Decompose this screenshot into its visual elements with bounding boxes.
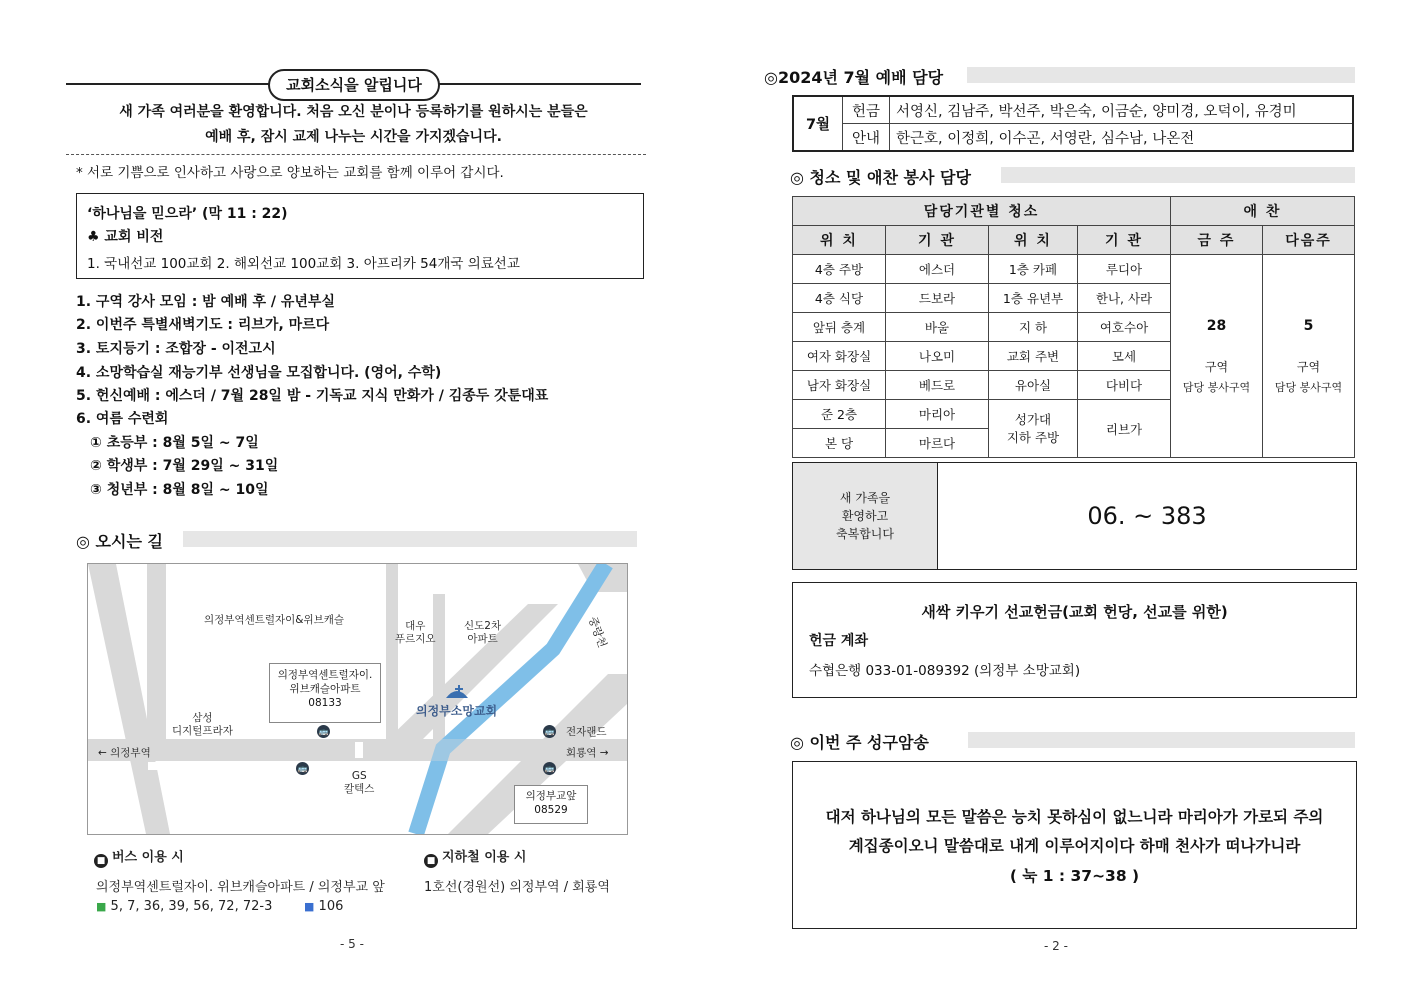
- worship-duty-title: ◎2024년 7월 예배 담당: [764, 68, 944, 87]
- notice-item: 5. 헌신예배 : 에스더 / 7월 28일 밤 - 기독교 지식 만화가 / 김종두 갓툰대표: [76, 388, 549, 404]
- meal-header: 애 찬: [1171, 197, 1355, 226]
- group-cell: 여호수아: [1078, 313, 1171, 342]
- notice-item: 2. 이번주 특별새벽기도 : 리브가, 마르다: [76, 317, 330, 333]
- bus-blue-numbers: 106: [318, 899, 344, 914]
- blue-bus-icon: ■: [304, 900, 315, 913]
- group-cell: 베드로: [886, 371, 989, 400]
- names-cell: 서영신, 김남주, 박선주, 박은숙, 이금순, 양미경, 오덕이, 유경미: [890, 96, 1354, 124]
- new-family-count: 06. ~ 383: [1087, 502, 1207, 530]
- cleaning-header: 담당기관별 청소: [793, 197, 1171, 226]
- meal-unit: 구역: [1204, 359, 1229, 374]
- notice-item: 4. 소망학습실 재능기부 선생님을 모집합니다. (영어, 수학): [76, 365, 442, 381]
- bus-stop-box-08529: 의정부교앞 08529: [514, 785, 588, 824]
- notice-item: 6. 여름 수련회: [76, 411, 169, 427]
- vision-title: ♣ 교회 비전: [87, 229, 164, 245]
- meal-this-week-number: 28: [1206, 317, 1227, 334]
- location-cell: 지 하: [989, 313, 1078, 342]
- map-label-samsung: 삼성 디지털프라자: [172, 712, 233, 737]
- col-header: 기 관: [886, 226, 989, 255]
- group-cell: 에스더: [886, 255, 989, 284]
- col-header: 기 관: [1078, 226, 1171, 255]
- group-cell: 마르다: [886, 429, 989, 458]
- bus-stop-icon: 🚌: [544, 727, 555, 736]
- green-bus-icon: ■: [96, 900, 107, 913]
- church-motto: * 서로 기쁨으로 인사하고 사랑으로 양보하는 교회를 함께 이루어 갑시다.: [76, 165, 504, 181]
- mission-offering-box: [792, 582, 1357, 698]
- group-cell: 나오미: [886, 342, 989, 371]
- dashed-divider: [66, 154, 646, 155]
- bus-stop-box-08133: 의정부역센트럴자이. 위브캐슬아파트 08133: [269, 663, 381, 723]
- role-cell: 헌금: [843, 96, 890, 124]
- map-label-daewoo: 대우 푸르지오: [395, 620, 436, 645]
- meal-next-week-number: 5: [1303, 317, 1314, 334]
- vision-verse: ‘하나님을 믿으라’ (막 11 : 22): [87, 206, 288, 222]
- memory-verse-title: ◎ 이번 주 성구암송: [790, 733, 929, 752]
- bus-heading: [94, 846, 184, 868]
- subway-title: 지하철 이용 시: [442, 850, 527, 865]
- meal-desc: 담당 봉사구역: [1182, 380, 1251, 394]
- location-cell: 여자 화장실: [793, 342, 886, 371]
- group-cell: 마리아: [886, 400, 989, 429]
- welcome-line-1: 새 가족 여러분을 환영합니다. 처음 오신 분이나 등록하기를 원하시는 분들은: [119, 104, 588, 120]
- vision-items: 1. 국내선교 100교회 2. 해외선교 100교회 3. 아프리카 54개국 의료선교: [87, 256, 520, 272]
- table-row: [793, 124, 1353, 152]
- group-cell: 다비다: [1078, 371, 1171, 400]
- location-cell: 1층 카페: [989, 255, 1078, 284]
- vision-box: [76, 193, 644, 279]
- cleaning-table: [792, 196, 1355, 458]
- meal-this-week-cell: [1171, 255, 1263, 458]
- bus-icon: ■: [94, 854, 108, 868]
- bus-stop-icon: 🚌: [297, 764, 308, 773]
- page-number-left: - 5 -: [340, 937, 364, 951]
- bus-stop-icon: 🚌: [544, 764, 555, 773]
- col-header: 금 주: [1171, 226, 1263, 255]
- col-header: 다음주: [1263, 226, 1355, 255]
- section-bar: [967, 67, 1355, 83]
- worship-month: 7월: [793, 96, 843, 151]
- memory-verse-box: [792, 761, 1357, 929]
- retreat-item: ③ 청년부 : 8월 8일 ~ 10일: [90, 482, 269, 498]
- col-header: 위 치: [989, 226, 1078, 255]
- location-cell: 본 당: [793, 429, 886, 458]
- directions-title: ◎ 오시는 길: [76, 532, 163, 551]
- page-number-right: - 2 -: [1044, 939, 1068, 953]
- welcome-line-2: 예배 후, 잠시 교제 나누는 시간을 가지겠습니다.: [205, 129, 502, 145]
- meal-unit: 구역: [1296, 359, 1321, 374]
- worship-duty-table: [792, 95, 1354, 152]
- new-family-box: [792, 462, 1357, 570]
- section-bar: [183, 531, 637, 547]
- location-cell: 앞뒤 층계: [793, 313, 886, 342]
- meal-desc: 담당 봉사구역: [1274, 380, 1343, 394]
- meal-next-week-cell: [1263, 255, 1355, 458]
- group-cell: 바울: [886, 313, 989, 342]
- location-cell: 유아실: [989, 371, 1078, 400]
- location-cell: 교회 주변: [989, 342, 1078, 371]
- col-header: 위 치: [793, 226, 886, 255]
- table-row: [793, 255, 1355, 284]
- news-title: 교회소식을 알립니다: [268, 69, 440, 101]
- section-bar: [968, 732, 1355, 748]
- section-bar: [1001, 167, 1355, 183]
- notice-item: 3. 토지등기 : 조합장 - 이전고시: [76, 341, 276, 357]
- location-cell: 1층 유년부: [989, 284, 1078, 313]
- retreat-item: ② 학생부 : 7월 29일 ~ 31일: [90, 458, 279, 474]
- map-label-stream: 중랑천: [585, 614, 610, 650]
- group-cell: 루디아: [1078, 255, 1171, 284]
- location-cell: 성가대 지하 주방: [989, 400, 1078, 458]
- map-label-uijeongbu-station: ← 의정부역: [98, 747, 151, 759]
- bus-stop-icon: 🚌: [318, 727, 329, 736]
- subway-text: 1호선(경원선) 의정부역 / 회룡역: [424, 880, 610, 895]
- map-label-jeonjaland: 전자랜드: [566, 726, 607, 738]
- group-cell: 모세: [1078, 342, 1171, 371]
- table-row: [793, 96, 1353, 124]
- verse-line-1: 대저 하나님의 모든 말씀은 능치 못하심이 없느니라 마리아가 가로되 주의: [825, 808, 1324, 826]
- verse-reference: ( 눅 1 : 37~38 ): [1009, 867, 1140, 885]
- location-cell: 4층 식당: [793, 284, 886, 313]
- bus-routes-blue: [304, 899, 343, 914]
- group-cell: 드보라: [886, 284, 989, 313]
- map-label-gs-caltex: GS 칼텍스: [344, 770, 375, 795]
- location-cell: 남자 화장실: [793, 371, 886, 400]
- mission-account-label: 헌금 계좌: [809, 633, 868, 649]
- map-label-apartment: 의정부역센트럴자이&위브캐슬: [204, 614, 345, 626]
- bus-stops: 의정부역센트럴자이. 위브캐슬아파트 / 의정부교 앞: [96, 880, 385, 895]
- map-label-hoeryong-station: 회룡역 →: [566, 747, 609, 759]
- location-cell: 준 2층: [793, 400, 886, 429]
- notice-item: 1. 구역 강사 모임 : 밤 예배 후 / 유년부실: [76, 294, 335, 310]
- verse-line-2: 계집종이오니 말씀대로 내게 이루어지이다 하매 천사가 떠나가니라: [848, 837, 1301, 855]
- names-cell: 한근호, 이정희, 이수곤, 서영란, 심수남, 나온전: [890, 124, 1354, 152]
- bus-green-numbers: 5, 7, 36, 39, 56, 72, 72-3: [110, 899, 273, 914]
- map-label-sindo: 신도2차 아파트: [464, 620, 502, 645]
- mission-title: 새싹 키우기 선교헌금(교회 헌당, 선교를 위한): [921, 603, 1228, 621]
- subway-icon: ■: [424, 854, 438, 868]
- bus-routes-green: [96, 899, 272, 914]
- retreat-item: ① 초등부 : 8월 5일 ~ 7일: [90, 435, 259, 451]
- new-family-label: 새 가족을 환영하고 축복합니다: [793, 463, 938, 569]
- map-label-church: 의정부소망교회: [416, 704, 498, 718]
- subway-heading: [424, 846, 526, 868]
- bus-title: 버스 이용 시: [112, 850, 184, 865]
- location-cell: 4층 주방: [793, 255, 886, 284]
- role-cell: 안내: [843, 124, 890, 152]
- group-cell: 한나, 사라: [1078, 284, 1171, 313]
- mission-account: 수협은행 033-01-089392 (의정부 소망교회): [809, 663, 1081, 679]
- group-cell: 리브가: [1078, 400, 1171, 458]
- directions-map: [87, 563, 628, 835]
- cleaning-title: ◎ 청소 및 애찬 봉사 담당: [790, 168, 971, 187]
